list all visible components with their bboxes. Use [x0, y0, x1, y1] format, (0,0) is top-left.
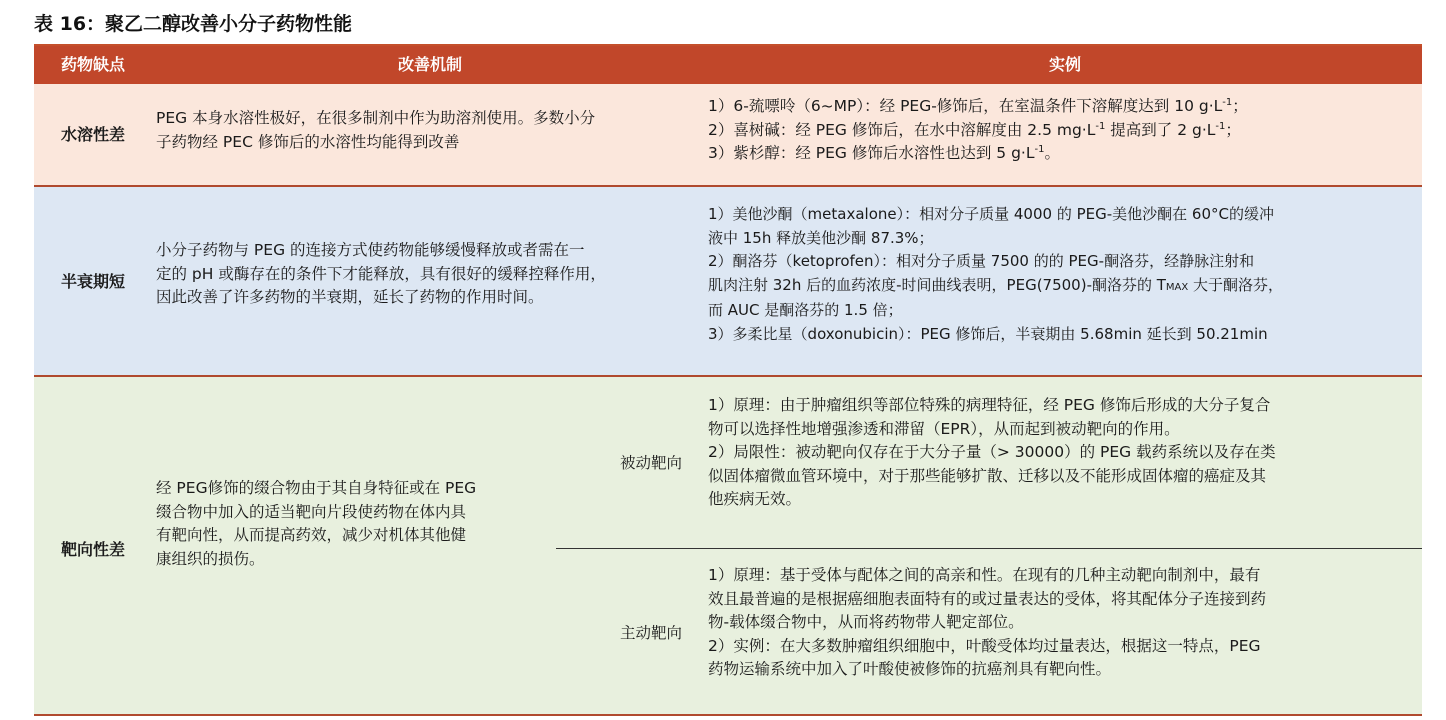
sub-row-divider — [556, 548, 1422, 549]
subscript: MAX — [1165, 281, 1189, 293]
sub-label-passive: 被动靶向 — [619, 454, 682, 472]
mechanism-line: 康组织的损伤。 — [156, 549, 265, 568]
example-text: 1）6-巯嘌呤（6~MP）：经 PEG-修饰后，在室温条件下溶解度达到 10 g·L — [708, 97, 1223, 115]
example-tail: ； — [1225, 120, 1241, 139]
example-line: 3）多柔比星（doxonubicin）：PEG 修饰后，半衰期由 5.68min 延长到 50.21min — [708, 324, 1268, 343]
example-line — [708, 274, 1283, 300]
mechanism-line: PEG 本身水溶性极好，在很多制剂中作为助溶剂使用。多数小分 — [156, 109, 596, 127]
example-line: 液中 15h 释放美他沙酮 87.3%； — [708, 228, 934, 247]
example-line — [708, 119, 1248, 143]
example-line: 1）原理：由于肿瘤组织等部位特殊的病理特征，经 PEG 修饰后形成的大分子复合 — [708, 396, 1271, 414]
example-line: 1）原理：基于受体与配体之间的高亲和性。在现有的几种主动靶向制剂中，最有 — [708, 566, 1261, 584]
example-line: 物-载体缀合物中，从而将药物带人靶定部位。 — [708, 613, 1024, 631]
row-label: 水溶性差 — [60, 125, 125, 144]
mechanism-line: 经 PEG修饰的缀合物由于其自身特征或在 PEG — [156, 479, 477, 497]
table-bottom-rule — [34, 714, 1422, 716]
row-half-life — [34, 187, 1422, 375]
examples-cell — [708, 95, 1248, 166]
example-line: 2）局限性：被动靶向仅存在于大分子量（> 30000）的 PEG 载药系统以及存在类 — [708, 443, 1276, 461]
mechanism-line: 子药物经 PEC 修饰后的水溶性均能得到改善 — [156, 132, 460, 151]
example-text: 2）喜树碱：经 PEG 修饰后，在水中溶解度由 2.5 mg·L — [708, 120, 1096, 139]
mechanism-line: 定的 pH 或酶存在的条件下才能释放，具有很好的缓释控释作用， — [156, 264, 606, 283]
example-line — [708, 95, 1248, 119]
example-line: 似固体瘤微血管环境中，对于那些能够扩散、迁移以及不能形成固体瘤的癌症及其 — [708, 466, 1267, 485]
examples-cell — [708, 203, 1283, 346]
example-line: 物可以选择性地增强渗透和滞留（EPR），从而起到被动靶向的作用。 — [708, 419, 1180, 438]
superscript: -1 — [1095, 120, 1106, 132]
example-text: 肌肉注射 32h 后的血药浓度-时间曲线表明，PEG(7500)-酮洛芬的 T — [708, 275, 1166, 294]
table-header — [34, 46, 1422, 84]
example-line: 1）美他沙酮（metaxalone）：相对分子质量 4000 的 PEG-美他沙酮在 60°C的缓冲 — [708, 205, 1274, 223]
row-solubility — [34, 84, 1422, 185]
header-mechanism: 改善机制 — [397, 55, 462, 74]
superscript: -1 — [1215, 120, 1226, 132]
example-line: 而 AUC 是酮洛芬的 1.5 倍； — [708, 301, 903, 319]
example-line — [708, 142, 1248, 166]
example-text: 大于酮洛芬， — [1188, 275, 1284, 294]
mechanism-cell — [156, 239, 606, 310]
sub-label-active: 主动靶向 — [619, 624, 682, 642]
example-line: 效且最普遍的是根据癌细胞表面特有的或过量表达的受体，将其配体分子连接到药 — [708, 589, 1267, 608]
mechanism-line: 小分子药物与 PEG 的连接方式使药物能够缓慢释放或者需在一 — [156, 241, 585, 259]
header-weakness: 药物缺点 — [60, 55, 125, 74]
examples-cell-active — [708, 564, 1266, 682]
table-title: 表 16：聚乙二醇改善小分子药物性能 — [34, 13, 353, 35]
examples-cell-passive — [708, 394, 1276, 512]
row-label: 半衰期短 — [60, 272, 125, 291]
example-line: 药物运输系统中加入了叶酸使被修饰的抗癌剂具有靶向性。 — [708, 660, 1112, 678]
superscript: -1 — [1034, 143, 1045, 155]
row-label: 靶向性差 — [60, 540, 125, 559]
example-tail: 。 — [1044, 144, 1060, 162]
example-tail: ； — [1232, 97, 1248, 115]
example-line: 2）酮洛芬（ketoprofen）：相对分子质量 7500 的的 PEG-酮洛芬，经静脉注射和 — [708, 252, 1255, 270]
mechanism-line: 因此改善了许多药物的半衰期，延长了药物的作用时间。 — [156, 288, 544, 306]
example-text: 提高到了 2 g·L — [1105, 120, 1216, 139]
example-line: 2）实例：在大多数肿瘤组织细胞中，叶酸受体均过量表达，根据这一特点，PEG — [708, 636, 1261, 655]
mechanism-line: 缀合物中加入的适当靶向片段使药物在体内具 — [156, 502, 467, 521]
header-examples: 实例 — [1048, 55, 1081, 74]
example-line: 他疾病无效。 — [708, 490, 802, 508]
mechanism-cell — [156, 477, 476, 571]
mechanism-cell — [156, 107, 595, 154]
superscript: -1 — [1222, 96, 1233, 108]
example-text: 3）紫杉醇：经 PEG 修饰后水溶性也达到 5 g·L — [708, 144, 1035, 162]
row-targeting — [34, 377, 1422, 714]
mechanism-line: 有靶向性，从而提高药效，减少对机体其他健 — [156, 526, 467, 544]
